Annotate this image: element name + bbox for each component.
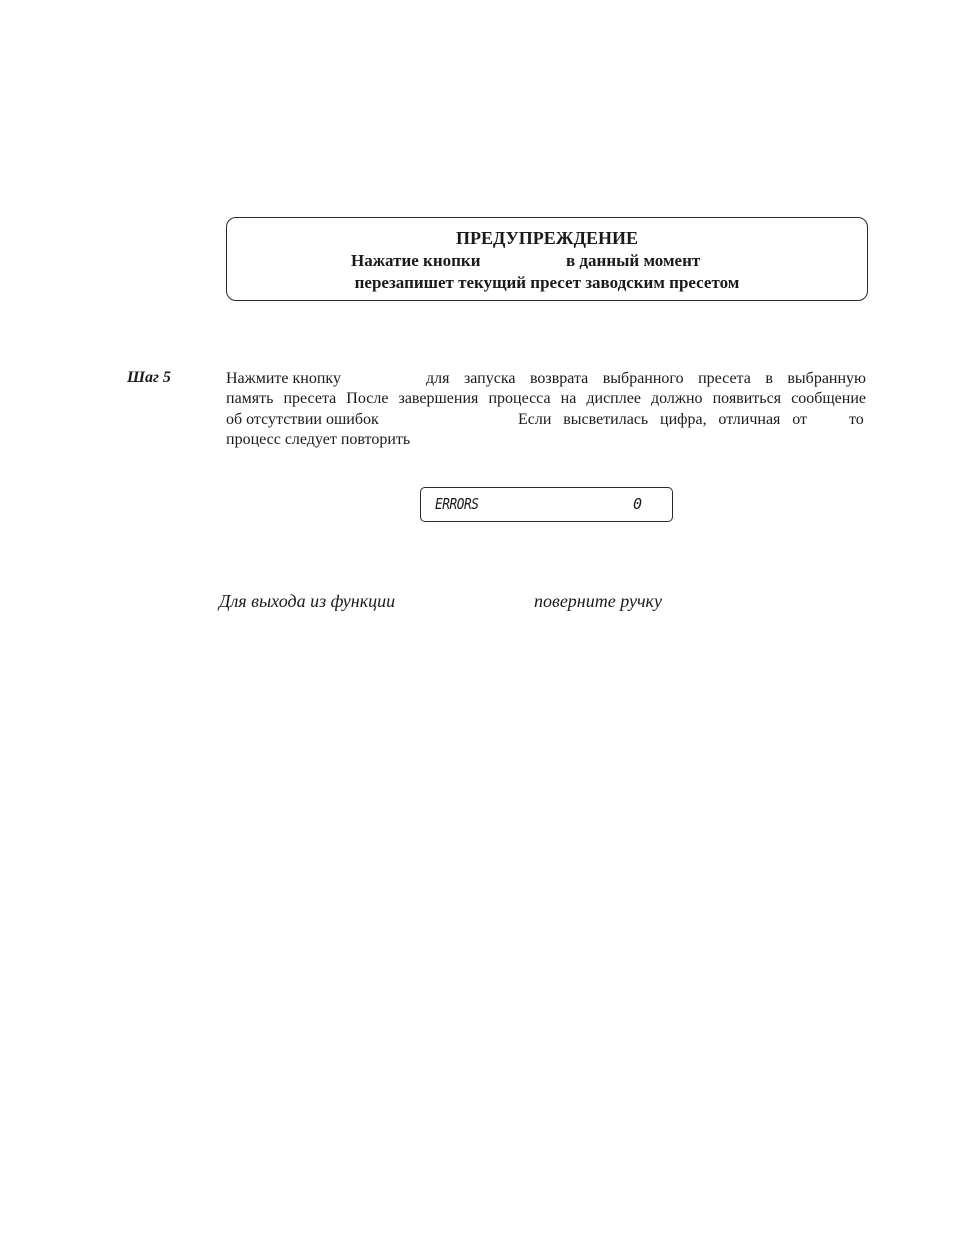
lcd-display-value: 0	[633, 495, 643, 513]
step-line-3-part-2: Если высветилась цифра, отличная от	[518, 411, 807, 428]
step-line-3-part-1: об отсутствии ошибок	[226, 411, 379, 428]
exit-note-part-2: поверните ручку	[534, 591, 662, 611]
step-line-2: память пресета После завершения процесса на дисплее должно появиться сообщение	[226, 390, 866, 407]
warning-line-1-part-1: Нажатие кнопки	[351, 251, 481, 270]
warning-box	[226, 217, 868, 301]
lcd-display	[420, 487, 673, 522]
step-line-1-part-1: Нажмите кнопку	[226, 370, 341, 387]
step-line-3-part-3: то	[849, 411, 864, 428]
warning-line-2: перезапишет текущий пресет заводским пресетом	[354, 273, 740, 292]
step-line-4: процесс следует повторить	[226, 431, 411, 448]
step-line-1-part-2: для запуска возврата выбранного пресета в выбранную	[426, 370, 866, 387]
step-label: Шаг 5	[127, 369, 171, 386]
exit-note-part-1: Для выхода из функции	[219, 591, 396, 611]
warning-title: ПРЕДУПРЕЖДЕНИЕ	[455, 228, 638, 248]
lcd-display-label: ERRORS	[435, 495, 479, 513]
warning-line-1-part-2: в данный момент	[566, 251, 701, 270]
